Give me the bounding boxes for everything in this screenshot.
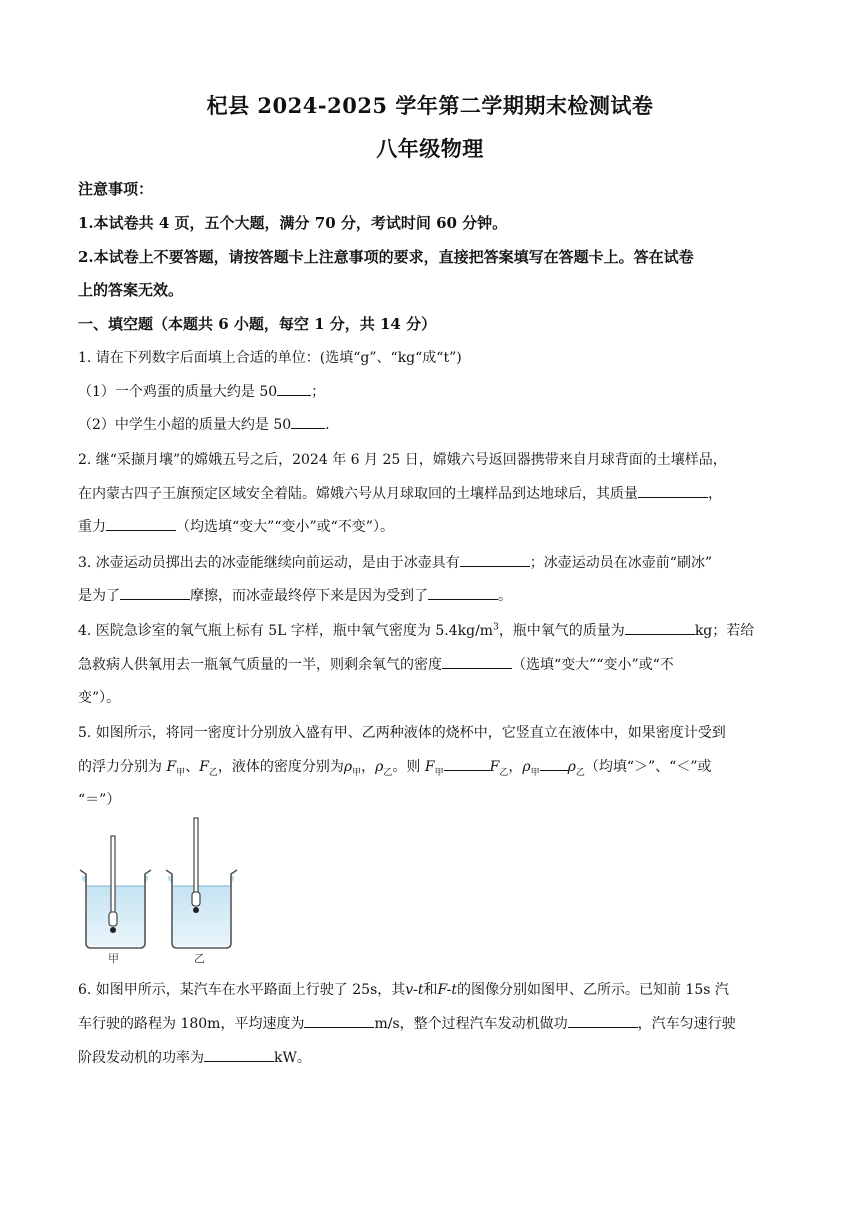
beakers-diagram [76,812,246,964]
answer-blank [204,1048,274,1062]
answer-blank [120,586,190,600]
q6-line3 [78,1047,788,1067]
q2-line2-text: 在内蒙古四子王旗预定区域安全着陆。嫦娥六号从月球取回的土壤样品到达地球后，其质量 [78,486,638,502]
section-heading: 一、填空题（本题共 6 小题，每空 1 分，共 14 分） [78,315,437,333]
symbol-Ft: F-t [437,982,457,998]
symbol-rho: ρ [522,759,531,775]
q6-line1 [78,979,788,999]
q4-line1-text: 4. 医院急诊室的氧气瓶上标有 5L 字样，瓶中氧气密度为 5.4kg/m [78,623,494,639]
symbol-F: F [166,759,177,775]
symbol-F: F [489,759,500,775]
q5-line3: “＝”） [78,792,121,808]
q1-part1 [78,381,788,401]
separator: 、 [185,759,200,775]
q4-line1-end: kg；若给 [694,623,755,639]
subscript-jia: 甲 [352,767,362,778]
symbol-F: F [199,759,209,775]
q1-part2 [78,414,788,434]
q5-line1: 5. 如图所示，将同一密度计分别放入盛有甲、乙两种液体的烧杯中，它竖直立在液体中，如果密度计受到 [78,725,726,741]
figure-label-jia: 甲 [108,952,119,964]
superscript: 3 [493,622,499,633]
q3-line2-text: 是为了 [78,588,120,604]
q6-text-c: 的图像分别如图甲、乙所示。已知前 15s 汽 [456,982,729,998]
beakers-figure [76,812,246,964]
symbol-rho: ρ [343,759,353,775]
answer-blank [428,586,498,600]
q4-line2-end: （选填“变大”“变小”或“不 [512,657,674,673]
q2-line3-text: 重力 [78,519,106,535]
beaker-yi [166,870,237,948]
q3-line1 [78,552,788,572]
q2-line3 [78,516,788,536]
q3-line2 [78,585,788,605]
subscript-jia: 甲 [530,767,540,778]
q5-text-b: ，液体的密度分别为 [217,759,344,775]
q1-part2-end: . [325,417,330,433]
q2-line2 [78,483,788,503]
figure-label-yi: 乙 [194,952,205,964]
notice-heading: 注意事项： [78,180,154,198]
q6-line3-end: kW。 [274,1050,311,1066]
exam-title: 杞县 2024-2025 学年第二学期期末检测试卷 [206,93,654,118]
q5-text-c: 。则 [392,759,421,775]
symbol-rho: ρ [375,759,384,775]
answer-blank [277,382,311,396]
answer-blank [638,484,708,498]
answer-blank [540,757,568,771]
q4-line2 [78,654,788,674]
subscript-yi: 乙 [383,767,393,778]
answer-blank [304,1014,374,1028]
q6-line2-end: ，汽车匀速行驶 [637,1016,736,1032]
symbol-vt: v-t [405,982,424,998]
q5-text-a: 的浮力分别为 [78,759,162,775]
q3-line2-mid: 摩擦，而冰壶最终停下来是因为受到了 [190,588,428,604]
answer-blank [291,415,325,429]
q3-line1-end: ；冰壶运动员在冰壶前“刷冰” [529,555,713,571]
q1-stem: 1. 请在下列数字后面填上合适的单位：(选填“g”、“kg“成“t”) [78,350,462,366]
q2-line2-end: ， [708,486,722,502]
q4-line1-mid: ，瓶中氧气的质量为 [498,623,625,639]
q6-line2-mid: m/s，整个过程汽车发动机做功 [374,1016,568,1032]
q3-line1-text: 3. 冰壶运动员掷出去的冰壶能继续向前运动，是由于冰壶具有 [78,555,460,571]
answer-blank [568,1014,638,1028]
subscript-yi: 乙 [208,767,218,778]
separator: ， [508,759,523,775]
notice-item-1: 1.本试卷共 4 页，五个大题，满分 70 分，考试时间 60 分钟。 [78,214,508,232]
q2-line3-end: （均选填“变大”“变小”或“不变”）。 [176,519,394,535]
q1-part2-text: （2）中学生小超的质量大约是 50 [78,417,292,433]
exam-subtitle: 八年级物理 [376,136,484,161]
answer-blank [625,621,695,635]
q1-part1-text: （1）一个鸡蛋的质量大约是 50 [78,384,278,400]
q4-line2-text: 急救病人供氧用去一瓶氧气质量的一半，则剩余氧气的密度 [78,657,442,673]
answer-blank [442,655,512,669]
q6-text-b: 和 [423,982,438,998]
q5-line2 [78,756,788,778]
separator: ， [361,759,376,775]
answer-blank [460,553,530,567]
q6-text-a: 6. 如图甲所示，某汽车在水平路面上行驶了 25s，其 [78,982,406,998]
symbol-F: F [424,759,435,775]
q6-line2-text: 车行驶的路程为 180m，平均速度为 [78,1016,305,1032]
q6-line3-text: 阶段发动机的功率为 [78,1050,204,1066]
q3-line2-end: 。 [498,588,512,604]
q5-text-d: （均填“＞”、“＜”或 [584,759,712,775]
q6-line2 [78,1013,788,1033]
q2-line1: 2. 继“采撷月壤”的嫦娥五号之后，2024 年 6 月 25 日，嫦娥六号返回器携带来自月球背面的土壤样品， [78,452,727,468]
symbol-rho: ρ [567,759,576,775]
hydrometer-yi [192,818,200,913]
q4-line3: 变”）。 [78,690,121,706]
subscript-yi: 乙 [499,767,509,778]
q1-part1-end: ； [311,384,326,400]
subscript-yi: 乙 [575,767,585,778]
subscript-jia: 甲 [176,767,186,778]
notice-item-2a: 2.本试卷上不要答题，请按答题卡上注意事项的要求，直接把答案填写在答题卡上。答在试卷 [78,248,694,266]
q4-line1 [78,620,788,640]
notice-item-2b: 上的答案无效。 [78,281,184,299]
answer-blank [106,517,176,531]
subscript-jia: 甲 [434,767,444,778]
answer-blank [444,757,490,771]
